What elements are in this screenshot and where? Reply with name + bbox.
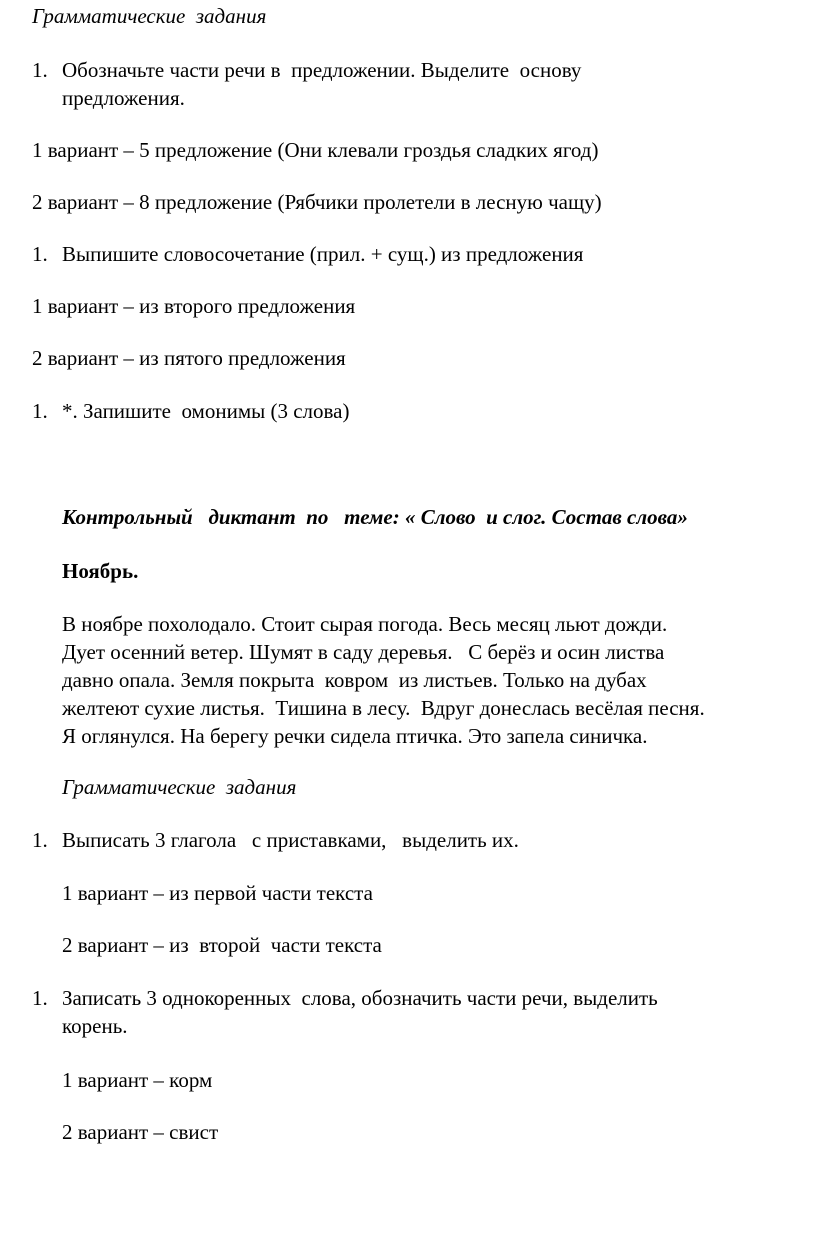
task-number: 1.: [32, 399, 48, 423]
variant2-phrase: 2 вариант – из пятого предложения: [32, 346, 346, 370]
variant1-phrase: 1 вариант – из второго предложения: [32, 294, 356, 318]
task-number: 1.: [32, 58, 48, 82]
dictation-text-line: давно опала. Земля покрыта ковром из листьев. Только на дубах: [62, 668, 647, 692]
task-number: 1.: [32, 828, 48, 852]
dictation-title: Контрольный диктант по теме: « Слово и слог. Состав слова»: [62, 505, 688, 529]
variant2-verbs: 2 вариант – из второй части текста: [62, 933, 382, 957]
variant1-root: 1 вариант – корм: [62, 1068, 213, 1092]
section1-heading: Грамматические задания: [32, 4, 267, 28]
section2-heading: Грамматические задания: [62, 775, 297, 799]
task-text: Обозначьте части речи в предложении. Выделите основу: [62, 58, 582, 82]
dictation-text-line: желтеют сухие листья. Тишина в лесу. Вдруг донеслась весёлая песня.: [62, 696, 705, 720]
variant1-verbs: 1 вариант – из первой части текста: [62, 881, 373, 905]
task-text: Выписать 3 глагола с приставками, выделить их.: [62, 828, 519, 852]
dictation-text-line: В ноябре похолодало. Стоит сырая погода. Весь месяц льют дожди.: [62, 612, 668, 636]
task-text-continued: корень.: [62, 1014, 128, 1038]
variant1-sentence: 1 вариант – 5 предложение (Они клевали гроздья сладких ягод): [32, 138, 599, 162]
task-text: Записать 3 однокоренных слова, обозначить части речи, выделить: [62, 986, 658, 1010]
dictation-text-line: Дует осенний ветер. Шумят в саду деревья. С берёз и осин листва: [62, 640, 665, 664]
dictation-month: Ноябрь.: [62, 559, 139, 583]
variant2-sentence: 2 вариант – 8 предложение (Рябчики пролетели в лесную чащу): [32, 190, 602, 214]
task-text: Выпишите словосочетание (прил. + сущ.) из предложения: [62, 242, 584, 266]
task-text: *. Запишите омонимы (3 слова): [62, 399, 350, 423]
dictation-text-line: Я оглянулся. На берегу речки сидела птичка. Это запела синичка.: [62, 724, 648, 748]
task-number: 1.: [32, 986, 48, 1010]
variant2-root: 2 вариант – свист: [62, 1120, 219, 1144]
task-number: 1.: [32, 242, 48, 266]
task-text-continued: предложения.: [62, 86, 185, 110]
